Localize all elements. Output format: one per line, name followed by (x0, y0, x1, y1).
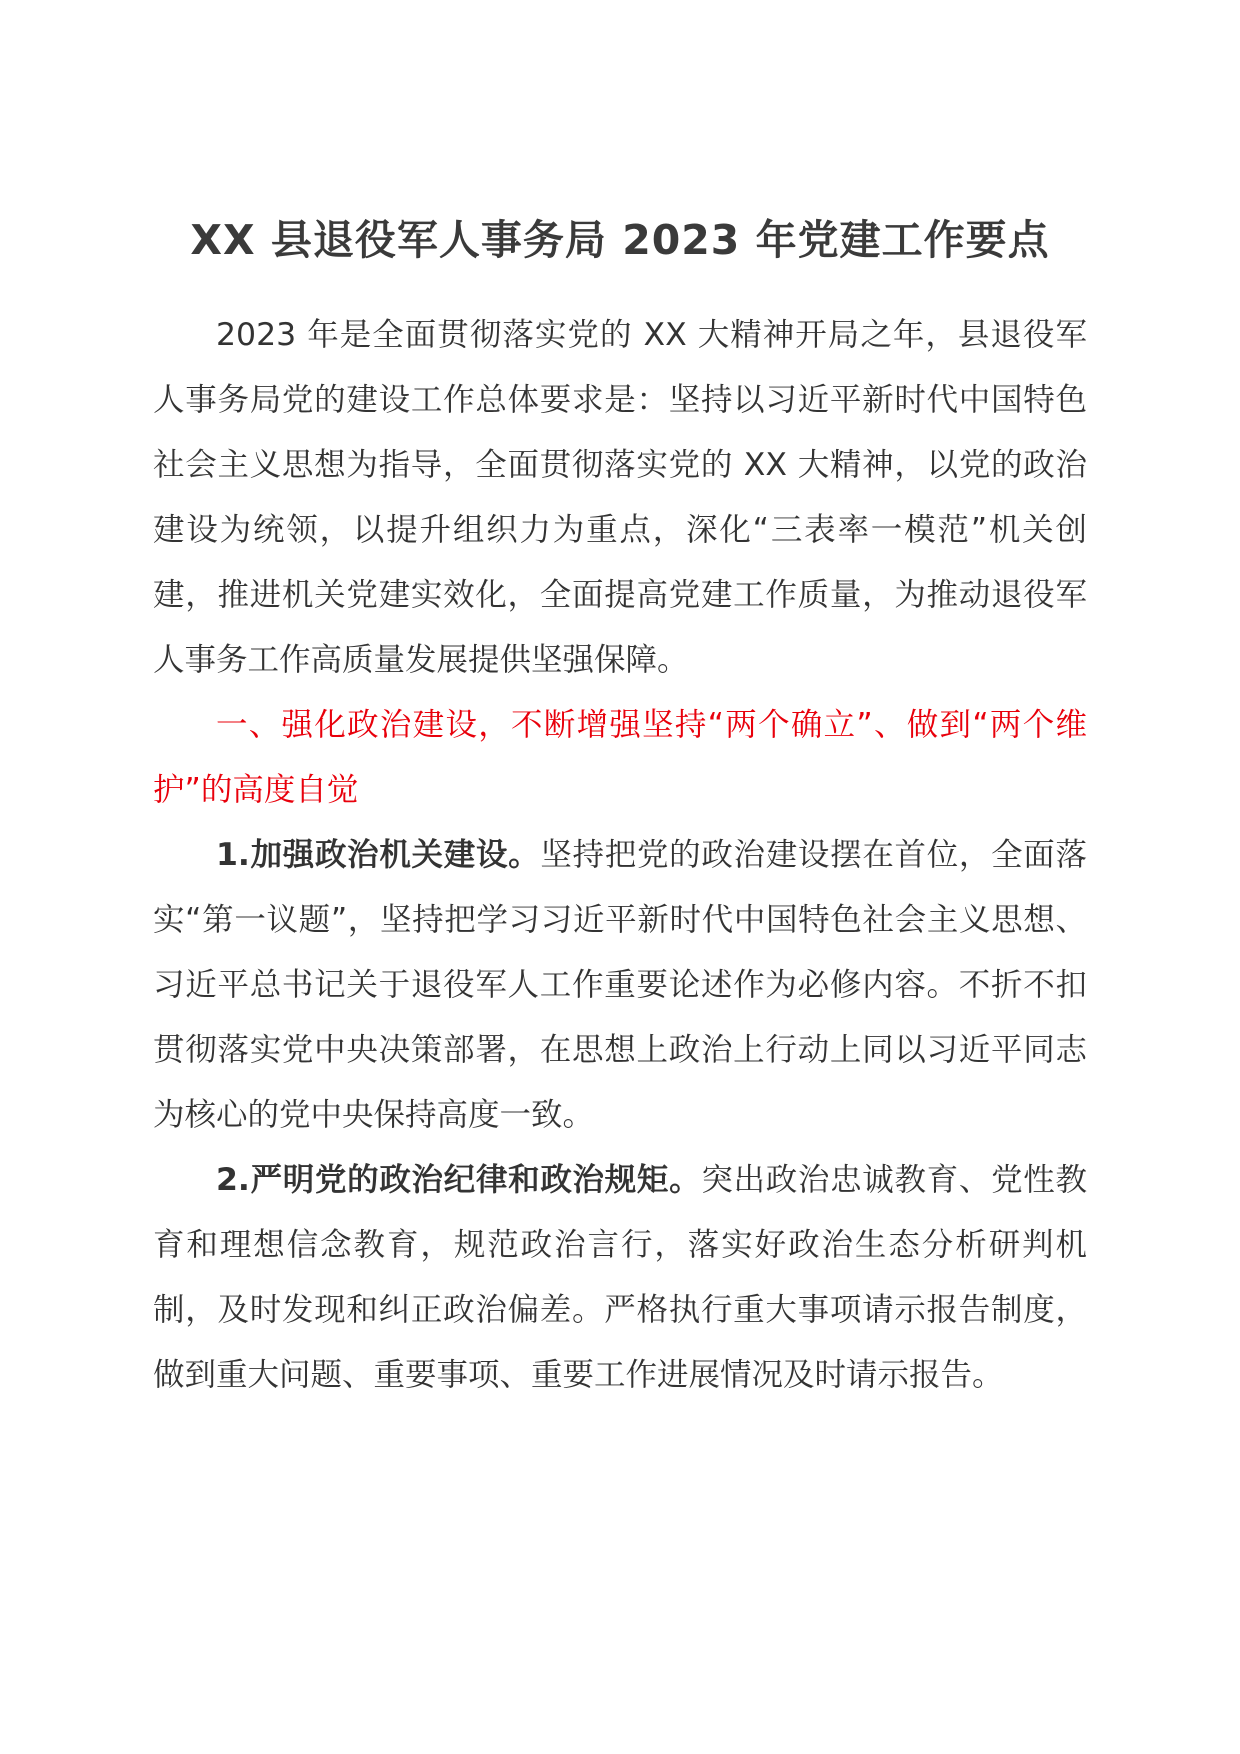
item-lead-2: 2.严明党的政治纪律和政治规矩。 (216, 1162, 702, 1198)
document-page (153, 210, 1087, 1408)
section-heading: 一、强化政治建设，不断增强坚持“两个确立”、做到“两个维护”的高度自觉 (153, 707, 1087, 808)
item-paragraph-2 (153, 1148, 1087, 1408)
intro-paragraph: 2023 年是全面贯彻落实党的 XX 大精神开局之年，县退役军人事务局党的建设工作总体要求是：坚持以习近平新时代中国特色社会主义思想为指导，全面贯彻落实党的 XX 大精神，以党的政治建设为统领，以提升组织力为重点，深化“三表率一模范”机关创建，推进机关党建实效化，全面提高党建工作质量，为推动退役军人事务工作高质量发展提供坚强保障。 (153, 317, 1087, 678)
item-text-1: 坚持把党的政治建设摆在首位，全面落实“第一议题”，坚持把学习习近平新时代中国特色社会主义思想、习近平总书记关于退役军人工作重要论述作为必修内容。不折不扣贯彻落实党中央决策部署，在思想上政治上行动上同以习近平同志为核心的党中央保持高度一致。 (153, 837, 1087, 1133)
item-text-2: 突出政治忠诚教育、党性教育和理想信念教育，规范政治言行，落实好政治生态分析研判机制，及时发现和纠正政治偏差。严格执行重大事项请示报告制度，做到重大问题、重要事项、重要工作进展情况及时请示报告。 (153, 1162, 1087, 1393)
document-title: XX 县退役军人事务局 2023 年党建工作要点 (190, 216, 1050, 264)
item-paragraph-1 (153, 823, 1087, 1148)
item-lead-1: 1.加强政治机关建设。 (216, 837, 541, 873)
